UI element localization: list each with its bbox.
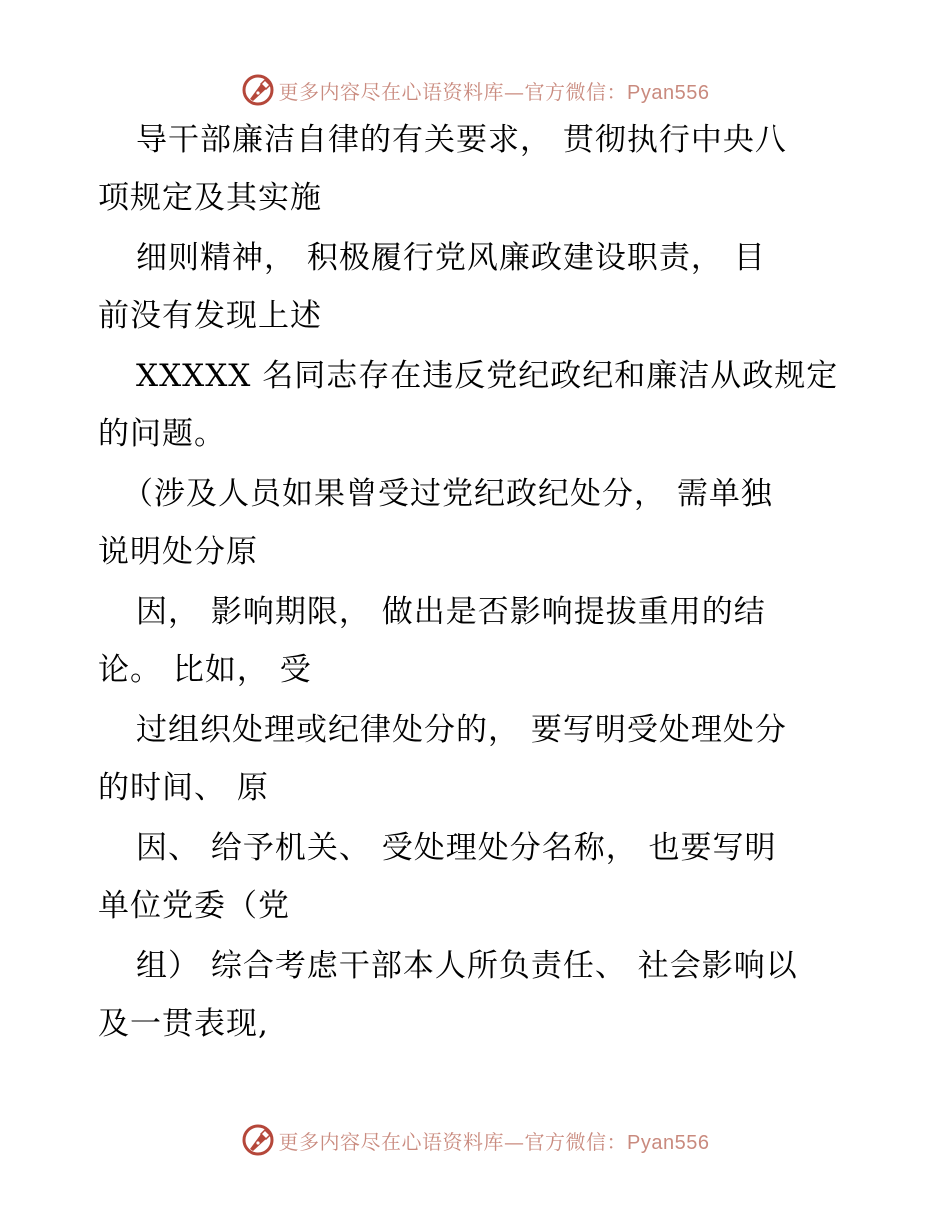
header-watermark	[0, 70, 950, 110]
body-line: 的问题。	[98, 416, 226, 452]
body-line: 项规定及其实施	[98, 180, 322, 216]
watermark-wechat-id: Pyan556	[627, 1131, 710, 1154]
pen-nib-logo-icon	[241, 73, 275, 107]
watermark-text: 更多内容尽在心语资料库—官方微信：Pyan556	[278, 1129, 710, 1154]
body-line: 导干部廉洁自律的有关要求， 贯彻执行中央八	[136, 122, 787, 158]
body-line: 的时间、 原	[98, 770, 269, 806]
body-line: 组） 综合考虑干部本人所负责任、 社会影响以	[136, 948, 798, 984]
body-line: XXXXX 名同志存在违反党纪政纪和廉洁从政规定	[136, 358, 839, 394]
pen-nib-logo-icon	[241, 1123, 275, 1157]
body-line: 细则精神， 积极履行党风廉政建设职责， 目	[136, 240, 766, 276]
footer-watermark	[0, 1120, 950, 1160]
watermark-text: 更多内容尽在心语资料库—官方微信：Pyan556	[278, 79, 710, 104]
body-line: 单位党委（党	[98, 888, 290, 924]
body-line: （涉及人员如果曾受过党纪政纪处分， 需单独	[122, 476, 773, 512]
body-line: 过组织处理或纪律处分的， 要写明受处理处分	[136, 712, 787, 748]
watermark-wechat-id: Pyan556	[627, 81, 710, 104]
body-line: 及一贯表现,	[98, 1006, 269, 1042]
body-line: 前没有发现上述	[98, 298, 322, 334]
body-line: 因、 给予机关、 受处理处分名称， 也要写明	[136, 830, 777, 866]
body-line: 说明处分原	[98, 534, 258, 570]
body-line: 论。 比如， 受	[98, 652, 312, 688]
body-line: 因， 影响期限， 做出是否影响提拔重用的结	[136, 594, 766, 630]
